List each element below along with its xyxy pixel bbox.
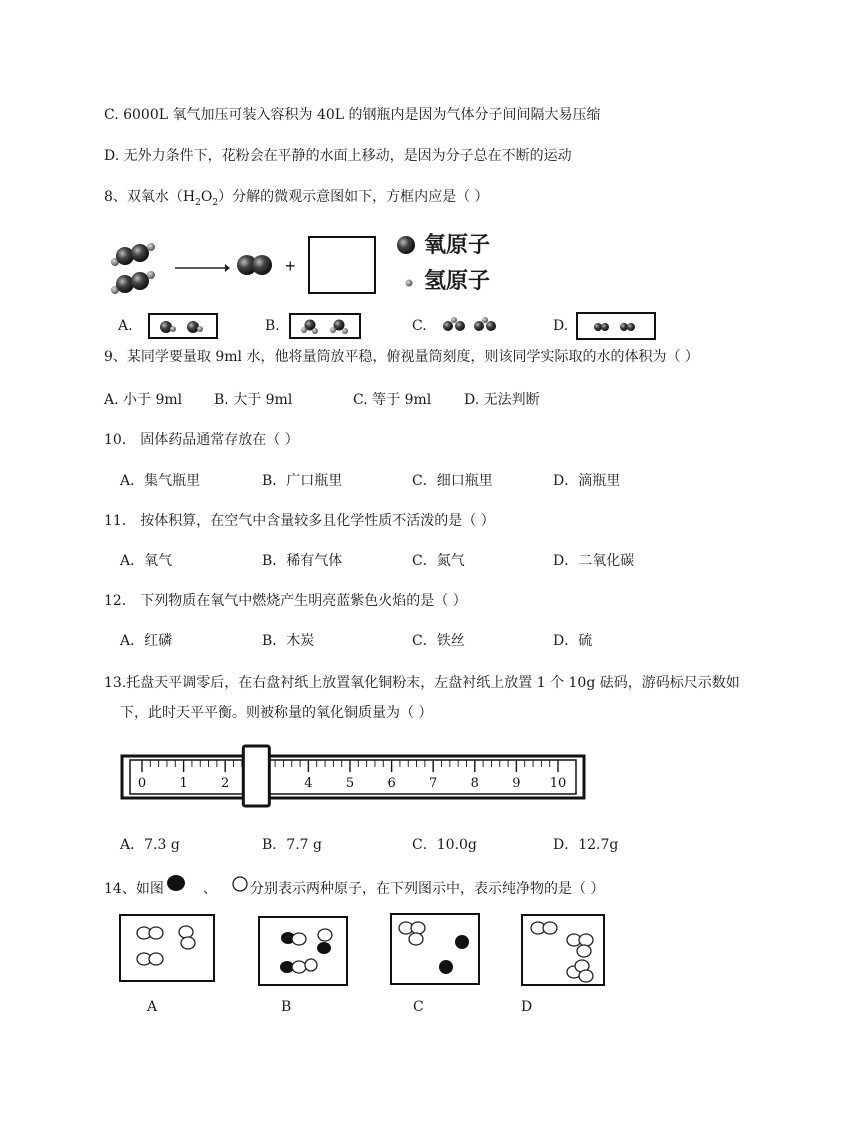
q10-option-a: A．集气瓶里 (120, 473, 201, 489)
q10-option-b: B．广口瓶里 (262, 473, 343, 489)
q14-separator: 、 (203, 881, 217, 897)
q11-option-c: C．氮气 (412, 553, 465, 569)
q13-stem-line1: 13.托盘天平调零后，在右盘衬纸上放置氧化铜粉末，左盘衬纸上放置 1 个 10g 砝码，游码标尺示数如 (104, 675, 740, 691)
q12-option-c: C．铁丝 (412, 633, 465, 649)
q14-figure-c-label: C (413, 999, 424, 1015)
q14-figure-d (521, 914, 605, 986)
q12-option-d: D．硫 (553, 633, 593, 649)
q13-stem-line2: 下，此时天平平衡。则被称量的氧化铜质量为（ ） (120, 705, 433, 721)
q14-figure-b-label: B (281, 999, 292, 1015)
q14-stem-start: 14、如图 (104, 881, 164, 897)
q13-option-a: A．7.3 g (120, 837, 180, 853)
q11-option-d: D．二氧化碳 (553, 553, 635, 569)
rider-slider (243, 746, 269, 806)
q8-option-c-molecules (441, 315, 503, 335)
q8-option-b-label: B. (265, 318, 280, 334)
q11-option-a: A．氧气 (120, 553, 173, 569)
ruler-label-5: 5 (345, 776, 355, 791)
ruler-label-0: 0 (137, 776, 147, 791)
q9-option-c: C. 等于 9ml (353, 392, 432, 408)
balance-rider-scale (118, 740, 590, 810)
ruler-label-7: 7 (429, 776, 438, 791)
q8-option-c-label: C. (412, 318, 427, 334)
q14-figure-a-label: A (147, 999, 158, 1015)
black-atom-icon (165, 873, 187, 893)
legend-hydrogen-label: 氢原子 (424, 268, 491, 293)
ruler-label-2: 2 (221, 776, 230, 791)
hydrogen-atom-legend-icon (404, 278, 414, 288)
plus-sign: + (285, 256, 296, 276)
q14-figure-a (119, 914, 215, 982)
ruler-label-1: 1 (179, 776, 188, 791)
q9-option-b: B. 大于 9ml (214, 392, 293, 408)
ruler-label-8: 8 (470, 776, 479, 791)
q12-option-b: B．木炭 (262, 633, 315, 649)
oxygen-atom-legend-icon (395, 234, 417, 256)
ruler-label-4: 4 (304, 776, 313, 791)
q8-option-d-box (576, 312, 656, 340)
q10-stem: 10． 固体药品通常存放在（ ） (104, 432, 299, 448)
q7-option-c: C. 6000L 氧气加压可装入容积为 40L 的钢瓶内是因为气体分子间间隔大易压缩 (104, 107, 601, 123)
q9-option-d: D. 无法判断 (464, 392, 540, 408)
q14-figure-b (258, 916, 348, 986)
q8-stem: 8、双氧水$(H_2O_2)$分解的微观示意图如下，方框内应是（ ） (104, 189, 489, 208)
q8-option-a-box (148, 313, 218, 339)
q8-option-a-label: A. (118, 318, 133, 334)
oxygen-molecule-product (235, 252, 275, 278)
q13-option-b: B．7.7 g (262, 837, 322, 853)
reaction-arrow (175, 262, 230, 274)
ruler-label-9: 9 (512, 776, 521, 791)
legend-oxygen-label: 氧原子 (424, 232, 491, 257)
h2o2-reactant-molecules (105, 238, 165, 303)
q11-option-b: B．稀有气体 (262, 553, 343, 569)
ruler-label-6: 6 (387, 776, 396, 791)
q11-stem: 11． 按体积算，在空气中含量较多且化学性质不活泼的是（ ） (104, 513, 495, 529)
q12-stem: 12． 下列物质在氧气中燃烧产生明亮蓝紫色火焰的是（ ） (104, 593, 467, 609)
q9-option-a: A. 小于 9ml (104, 392, 183, 408)
ruler-label-10: 10 (549, 776, 567, 791)
q10-option-c: C．细口瓶里 (412, 473, 493, 489)
q14-stem-end: 分别表示两种原子，在下列图示中，表示纯净物的是（ ） (250, 881, 605, 897)
white-atom-icon (230, 875, 250, 893)
q9-stem: 9、某同学要量取 9ml 水，他将量筒放平稳，俯视量筒刻度，则该同学实际取的水的体积为（ ） (104, 349, 699, 365)
q12-option-a: A．红磷 (120, 633, 173, 649)
q14-figure-c (390, 913, 480, 985)
q13-option-d: D．12.7g (553, 837, 619, 853)
q8-option-b-box (289, 313, 361, 339)
q13-option-c: C．10.0g (412, 837, 477, 853)
answer-box (308, 236, 376, 294)
q10-option-d: D．滴瓶里 (553, 473, 621, 489)
q8-option-d-label: D. (553, 318, 569, 334)
q7-option-d: D. 无外力条件下，花粉会在平静的水面上移动，是因为分子总在不断的运动 (104, 148, 572, 164)
q14-figure-d-label: D (521, 999, 533, 1015)
